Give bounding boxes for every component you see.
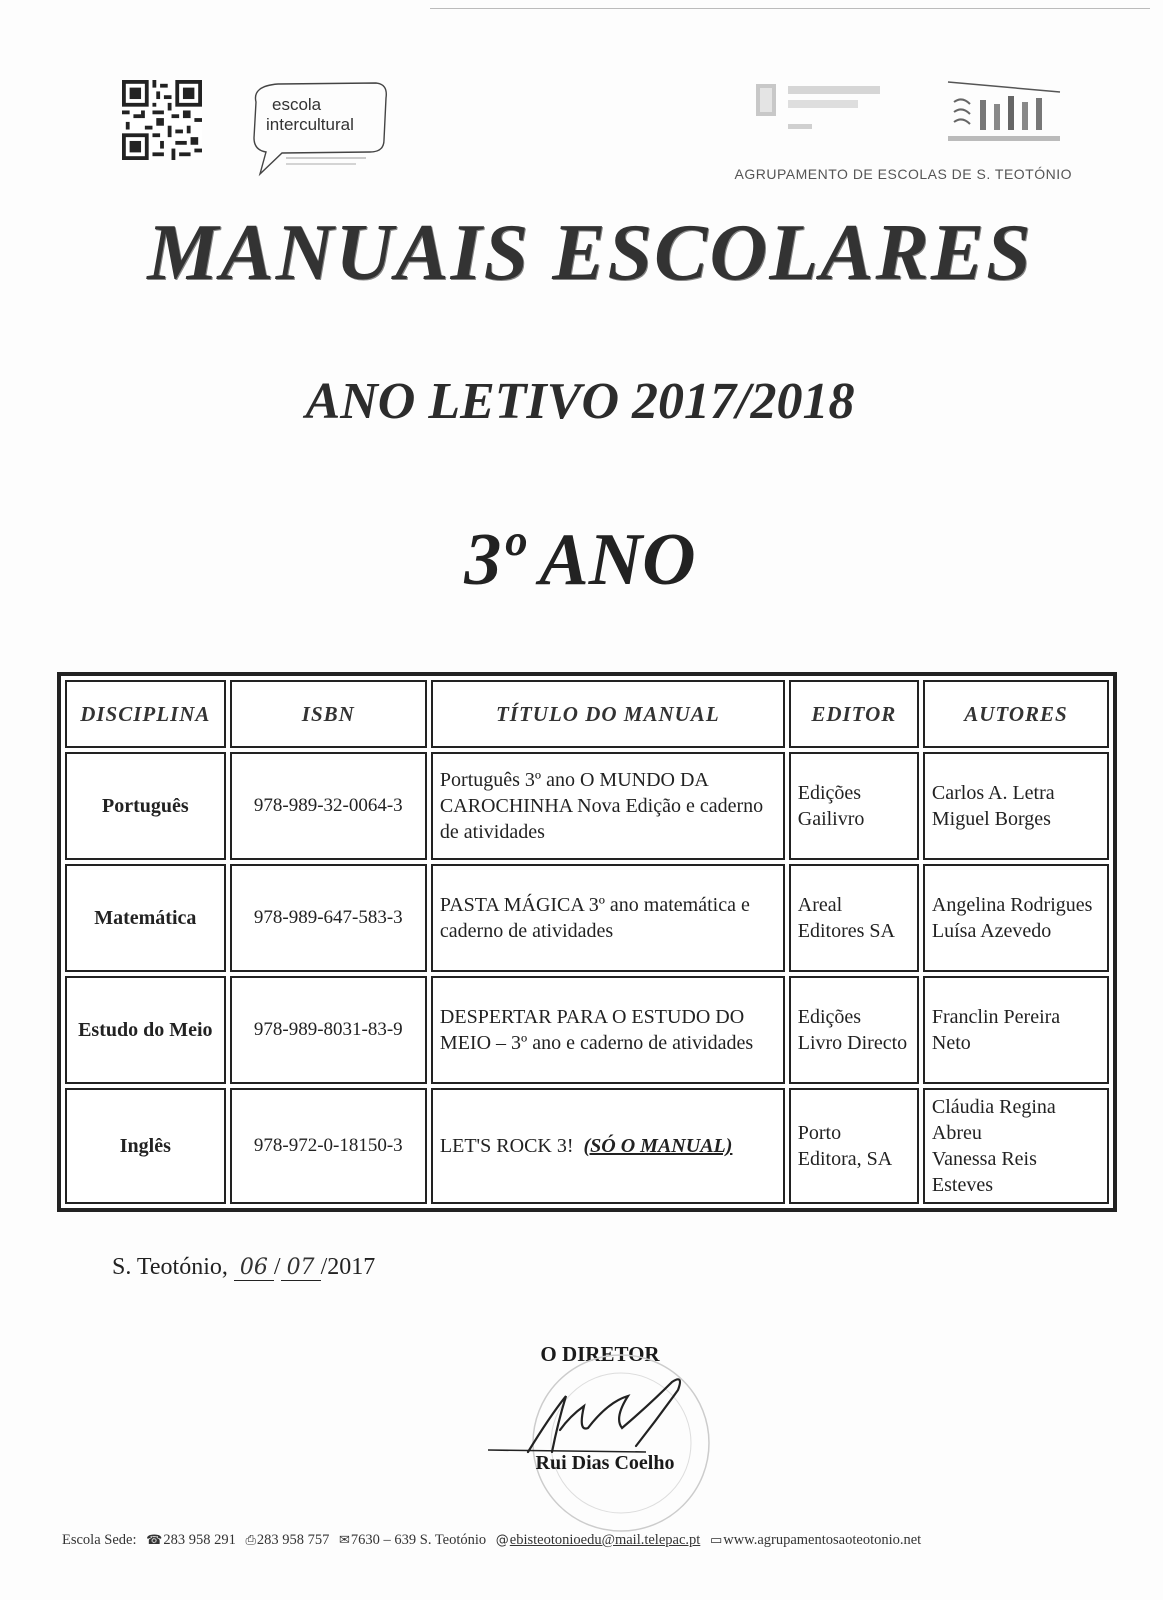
cell-isbn: 978-989-32-0064-3 <box>230 752 427 860</box>
agrupamento-logo <box>944 74 1066 146</box>
government-logo <box>752 78 892 140</box>
fax-icon: ⎙ <box>245 1533 256 1548</box>
cell-autores <box>923 1088 1109 1204</box>
computer-icon: ▭ <box>709 1533 723 1548</box>
school-year-title: ANO LETIVO 2017/2018 <box>305 373 855 430</box>
textbooks-table <box>57 672 1117 1212</box>
author-name: Carlos A. Letra <box>931 782 1055 804</box>
cell-autores <box>923 976 1109 1084</box>
cell-editor: Porto Editora, SA <box>789 1088 919 1204</box>
footer-fax: 283 958 757 <box>256 1532 330 1548</box>
agrupamento-name: AGRUPAMENTO DE ESCOLAS DE S. TEOTÓNIO <box>734 166 1072 182</box>
cell-titulo: DESPERTAR PARA O ESTUDO DO MEIO – 3º ano e caderno de atividades <box>431 976 785 1084</box>
svg-text:intercultural: intercultural <box>266 115 354 134</box>
cell-isbn: 978-972-0-18150-3 <box>230 1088 427 1204</box>
author-name: Angelina Rodrigues <box>931 894 1093 916</box>
titulo-text: LET'S ROCK 3! <box>439 1135 574 1157</box>
scan-edge-line <box>430 8 1150 9</box>
cell-disciplina: Português <box>65 752 226 860</box>
director-label: O DIRETOR <box>540 1342 660 1366</box>
author-name: Franclin Pereira Neto <box>931 1006 1061 1054</box>
cell-editor: Edições Gailivro <box>789 752 919 860</box>
date-year: /2017 <box>320 1254 376 1280</box>
place-date: S. Teotónio, 06 / 07 /2017 <box>112 1254 376 1280</box>
cell-titulo <box>431 1088 785 1204</box>
cell-isbn: 978-989-647-583-3 <box>230 864 427 972</box>
escola-intercultural-logo <box>238 80 398 180</box>
footer-phone: 283 958 291 <box>163 1532 236 1548</box>
author-name: Cláudia Regina Abreu <box>931 1096 1056 1144</box>
page-title: MANUAIS ESCOLARES <box>147 209 1033 297</box>
header-isbn: ISBN <box>230 680 427 748</box>
cell-autores <box>923 752 1109 860</box>
footer-email[interactable]: ebisteotonioedu@mail.telepac.pt <box>509 1532 701 1548</box>
table-row <box>65 976 1109 1084</box>
cell-titulo: PASTA MÁGICA 3º ano matemática e caderno de atividades <box>431 864 785 972</box>
author-name: Vanessa Reis Esteves <box>931 1148 1037 1196</box>
table-header-row <box>65 680 1109 748</box>
cell-isbn: 978-989-8031-83-9 <box>230 976 427 1084</box>
header-titulo: TÍTULO DO MANUAL <box>431 680 785 748</box>
cell-editor: Edições Livro Directo <box>789 976 919 1084</box>
table-row <box>65 1088 1109 1204</box>
header-editor: EDITOR <box>789 680 919 748</box>
cell-disciplina: Matemática <box>65 864 226 972</box>
grade-title: 3º ANO <box>464 519 696 601</box>
date-day: 06 <box>234 1255 274 1281</box>
date-month: 07 <box>281 1255 321 1281</box>
author-name: Luísa Azevedo <box>931 920 1052 942</box>
director-signature <box>488 1366 748 1466</box>
svg-text:escola: escola <box>272 95 322 114</box>
footer-address: 7630 – 639 S. Teotónio <box>350 1532 487 1548</box>
place-text: S. Teotónio, <box>112 1254 228 1280</box>
footer-website[interactable]: www.agrupamentosaoteotonio.net <box>723 1532 922 1548</box>
table-row <box>65 752 1109 860</box>
footer-contacts <box>62 1532 1102 1549</box>
header-autores: AUTORES <box>923 680 1109 748</box>
cell-titulo: Português 3º ano O MUNDO DA CAROCHINHA Nova Edição e caderno de atividades <box>431 752 785 860</box>
cell-disciplina: Inglês <box>65 1088 226 1204</box>
qr-code-icon <box>122 80 202 160</box>
footer-label: Escola Sede: <box>62 1532 137 1548</box>
header-disciplina: DISCIPLINA <box>65 680 226 748</box>
cell-editor: Areal Editores SA <box>789 864 919 972</box>
titulo-note: (SÓ O MANUAL) <box>583 1135 733 1157</box>
author-name: Miguel Borges <box>931 808 1051 830</box>
cell-autores <box>923 864 1109 972</box>
table-row <box>65 864 1109 972</box>
phone-icon: ☎ <box>146 1533 163 1548</box>
director-name: Rui Dias Coelho <box>535 1452 675 1474</box>
mail-icon: ✉ <box>338 1533 350 1548</box>
at-icon: @ <box>495 1533 509 1548</box>
cell-disciplina: Estudo do Meio <box>65 976 226 1084</box>
